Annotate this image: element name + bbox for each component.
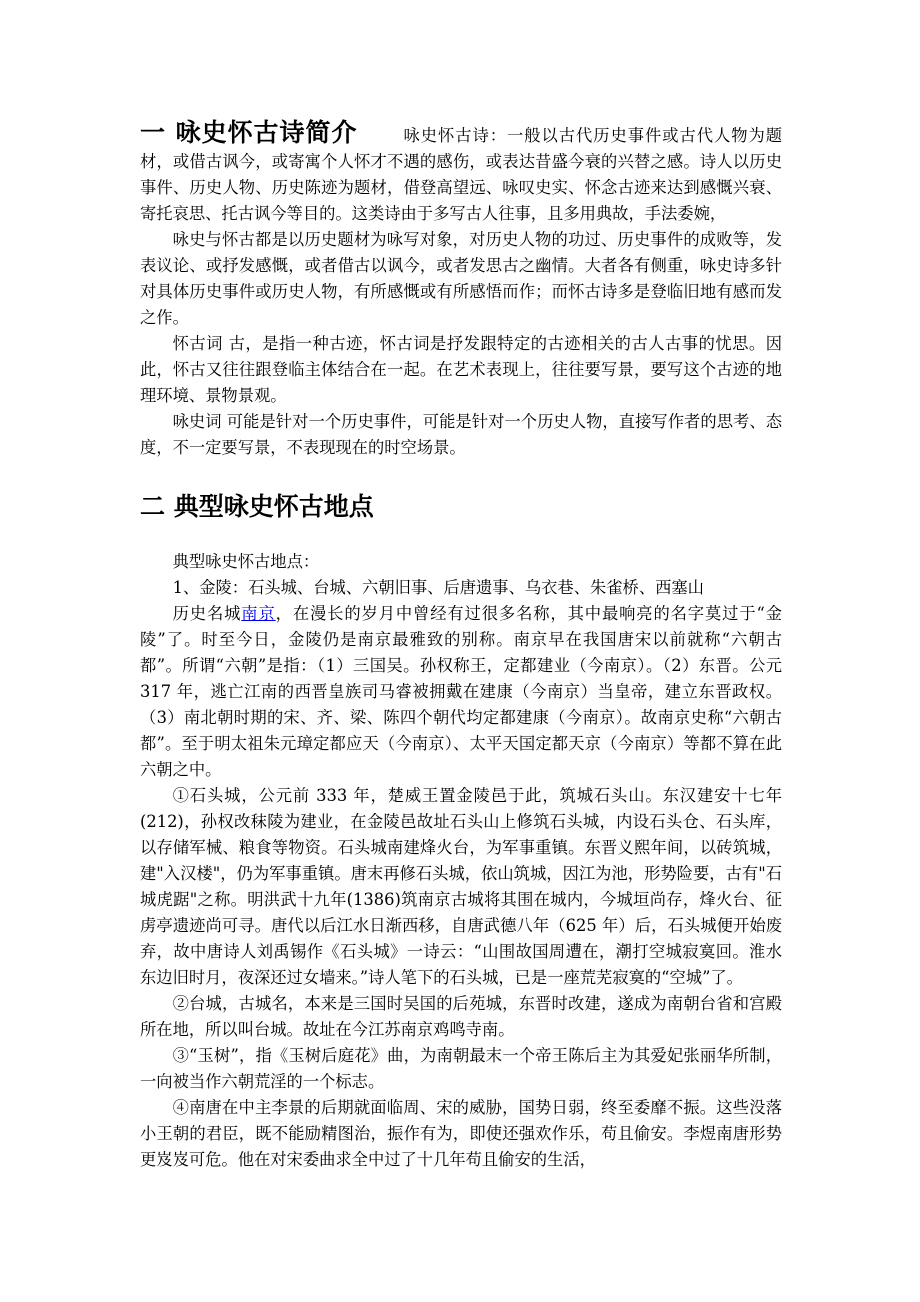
jade-tree-paragraph: ③“玉树”，指《玉树后庭花》曲，为南朝最末一个帝王陈后主为其爱妃张丽华所制，一向被当作六朝荒淫的一个标志。 bbox=[140, 1046, 782, 1091]
location-item-jinling: 1、金陵：石头城、台城、六朝旧事、后唐遗事、乌衣巷、朱雀桥、西塞山 bbox=[172, 578, 704, 597]
paragraph-huaigu-ci: 怀古词 古，是指一种古迹，怀古词是抒发跟特定的古迹相关的古人古事的忧思。因此，怀古又往往跟登临主体结合在一起。在艺术表现上，往往要写景，要写这个古迹的地理环境、景物景观。 bbox=[140, 334, 782, 405]
history-paragraph bbox=[140, 601, 782, 783]
paragraph-yongshi-huaigu: 咏史与怀古都是以历史题材为咏写对象，对历史人物的功过、历史事件的成败等，发表议论、或抒发感慨，或者借古以讽今，或者发思古之幽情。大者各有侧重，咏史诗多针对具体历史事件或历史人物，有所感慨或有所感悟而作；而怀古诗多是登临旧地有感而发之作。 bbox=[140, 230, 782, 327]
history-rest: ，在漫长的岁月中曾经有过很多名称，其中最响亮的名字莫过于“金陵”了。时至今日，金陵仍是南京最雅致的别称。南京早在我国唐宋以前就称“六朝古都”。所谓“六朝”是指：（1）三国吴。孙权称王，定都建业（今南京）。（2）东晋。公元 317 年，逃亡江南的西晋皇族司马睿被拥戴在建康（今南京）当皇帝，建立东晋政权。（3）南北朝时期的宋、齐、梁、陈四个朝代均定都建康（今南京）。故南京史称“六朝古都”。至于明太祖朱元璋定都应天（今南京）、太平天国定都天京（今南京）等都不算在此六朝之中。 bbox=[140, 604, 782, 779]
paragraph-yongshi-ci: 咏史词 可能是针对一个历史事件，可能是针对一个历史人物，直接写作者的思考、态度，不一定要写景，不表现现在的时空场景。 bbox=[140, 412, 782, 457]
south-tang-paragraph: ④南唐在中主李景的后期就面临周、宋的威胁，国势日弱，终至委靡不振。这些没落小王朝的君臣，既不能励精图治，振作有为，即使还强欢作乐，苟且偷安。李煜南唐形势更岌岌可危。他在对宋委曲求全中过了十几年苟且偷安的生活， bbox=[140, 1098, 782, 1169]
history-prefix: 历史名城 bbox=[172, 604, 242, 623]
nanjing-link[interactable]: 南京 bbox=[241, 604, 276, 623]
section-1-heading: 一 咏史怀古诗简介 bbox=[140, 118, 358, 147]
section-2-heading: 二 典型咏史怀古地点 bbox=[140, 492, 374, 521]
document-page bbox=[140, 118, 782, 1173]
tai-city-paragraph: ②台城，古城名，本来是三国时吴国的后苑城，东晋时改建，遂成为南朝台省和宫殿所在地，所以叫台城。故址在今江苏南京鸡鸣寺南。 bbox=[140, 994, 782, 1039]
stone-city-paragraph: ①石头城，公元前 333 年，楚威王置金陵邑于此，筑城石头山。东汉建安十七年(212)，孙权改秣陵为建业，在金陵邑故址石头山上修筑石头城，内设石头仓、石头库，以存储军械、粮食等物资。石头城南建烽火台，为军事重镇。东晋义熙年间，以砖筑城，建"入汉楼"，仍为军事重镇。唐末再修石头城，依山筑城，因江为池，形势险要，古有"石城虎踞"之称。明洪武十九年(1386)筑南京古城将其围在城内，今城垣尚存，烽火台、征虏亭遗迹尚可寻。唐代以后江水日渐西移，自唐武德八年（625 年）后，石头城便开始废弃，故中唐诗人刘禹锡作《石头城》一诗云：“山围故国周遭在，潮打空城寂寞回。淮水东边旧时月，夜深还过女墙来。”诗人笔下的石头城，已是一座荒芜寂寞的“空城”了。 bbox=[140, 786, 782, 987]
locations-label: 典型咏史怀古地点： bbox=[172, 552, 320, 571]
intro-paragraph bbox=[140, 118, 782, 227]
intro-text: 咏史怀古诗：一般以古代历史事件或古代人物为题材，或借古讽今，或寄寓个人怀才不遇的感伤，或表达昔盛今衰的兴替之感。诗人以历史事件、历史人物、历史陈迹为题材，借登高望远、咏叹史实、怀念古迹来达到感慨兴衰、寄托哀思、托古讽今等目的。这类诗由于多写古人往事，且多用典故，手法委婉， bbox=[140, 126, 782, 223]
